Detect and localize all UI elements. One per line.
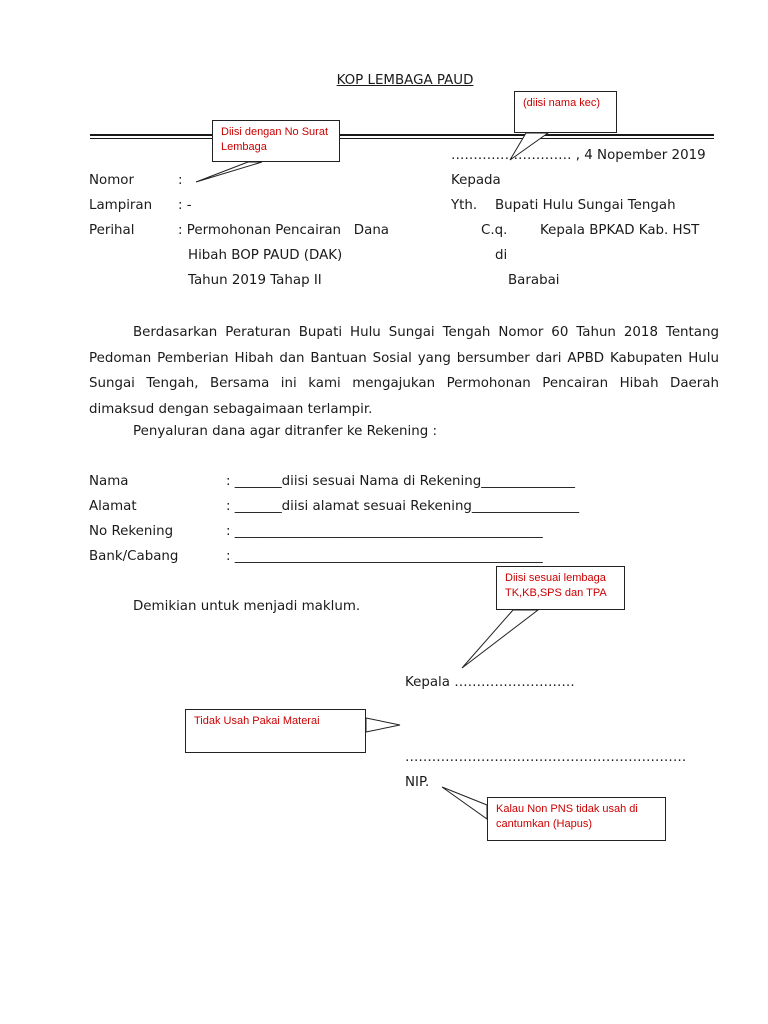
field-alamat-value: : _______diisi alamat sesuai Rekening________________ xyxy=(226,499,580,514)
di-label: di xyxy=(495,248,508,263)
yth-label: Yth. xyxy=(451,198,478,213)
pointer-materai xyxy=(366,718,400,732)
lampiran-label: Lampiran xyxy=(89,198,153,213)
callout-lembaga: Diisi sesuai lembaga TK,KB,SPS dan TPA xyxy=(496,566,625,610)
closing-text: Demikian untuk menjadi maklum. xyxy=(133,599,361,614)
cq-label: C.q. xyxy=(481,223,508,238)
field-bank-label: Bank/Cabang xyxy=(89,549,179,564)
letterhead-title: KOP LEMBAGA PAUD xyxy=(336,73,474,88)
kepada-label: Kepada xyxy=(451,173,501,188)
field-rekening-value: : ______________________________________________ xyxy=(226,524,543,539)
body-paragraph xyxy=(89,320,719,422)
field-nama-label: Nama xyxy=(89,474,129,489)
field-bank-value: : ______________________________________________ xyxy=(226,549,543,564)
transfer-instruction: Penyaluran dana agar ditranfer ke Rekening : xyxy=(133,424,438,439)
perihal-line-2: Hibah BOP PAUD (DAK) xyxy=(188,248,343,263)
field-rekening-label: No Rekening xyxy=(89,524,174,539)
date-line: ……………………… , 4 Nopember 2019 xyxy=(451,148,706,163)
perihal-line-1: : Permohonan Pencairan Dana xyxy=(178,223,390,238)
callout-kec: (diisi nama kec) xyxy=(514,91,617,133)
signature-name-line: ……………………………………………………… xyxy=(405,750,687,765)
paragraph-text: Berdasarkan Peraturan Bupati Hulu Sungai Tengah Nomor 60 Tahun 2018 Tentang Pedoman Pemberian Hibah dan Bantuan Sosial yang bersumber dari APBD Kabupaten Hulu Sungai Tengah, Bersama ini kami mengajukan Permohonan Pencairan Hibah Daerah dimaksud dengan sebagaimaan terlampir. xyxy=(89,325,719,417)
cq-value: Kepala BPKAD Kab. HST xyxy=(540,223,700,238)
pointer-no-surat xyxy=(196,162,262,182)
field-nama-value: : _______diisi sesuai Nama di Rekening______________ xyxy=(226,474,575,489)
pointer-lembaga xyxy=(462,610,538,668)
recipient-name: Bupati Hulu Sungai Tengah xyxy=(495,198,676,213)
callout-no-surat: Diisi dengan No Surat Lembaga xyxy=(212,120,340,162)
recipient-city: Barabai xyxy=(508,273,560,288)
nomor-value: : xyxy=(178,173,183,188)
pointer-nip xyxy=(442,787,487,819)
perihal-label: Perihal xyxy=(89,223,135,238)
signature-kepala: Kepala ……………………… xyxy=(405,675,575,690)
signature-nip: NIP. xyxy=(405,775,430,790)
callout-nip: Kalau Non PNS tidak usah di cantumkan (Hapus) xyxy=(487,797,666,841)
lampiran-value: : - xyxy=(178,198,192,213)
callout-materai: Tidak Usah Pakai Materai xyxy=(185,709,366,753)
nomor-label: Nomor xyxy=(89,173,134,188)
perihal-line-3: Tahun 2019 Tahap II xyxy=(188,273,322,288)
field-alamat-label: Alamat xyxy=(89,499,137,514)
